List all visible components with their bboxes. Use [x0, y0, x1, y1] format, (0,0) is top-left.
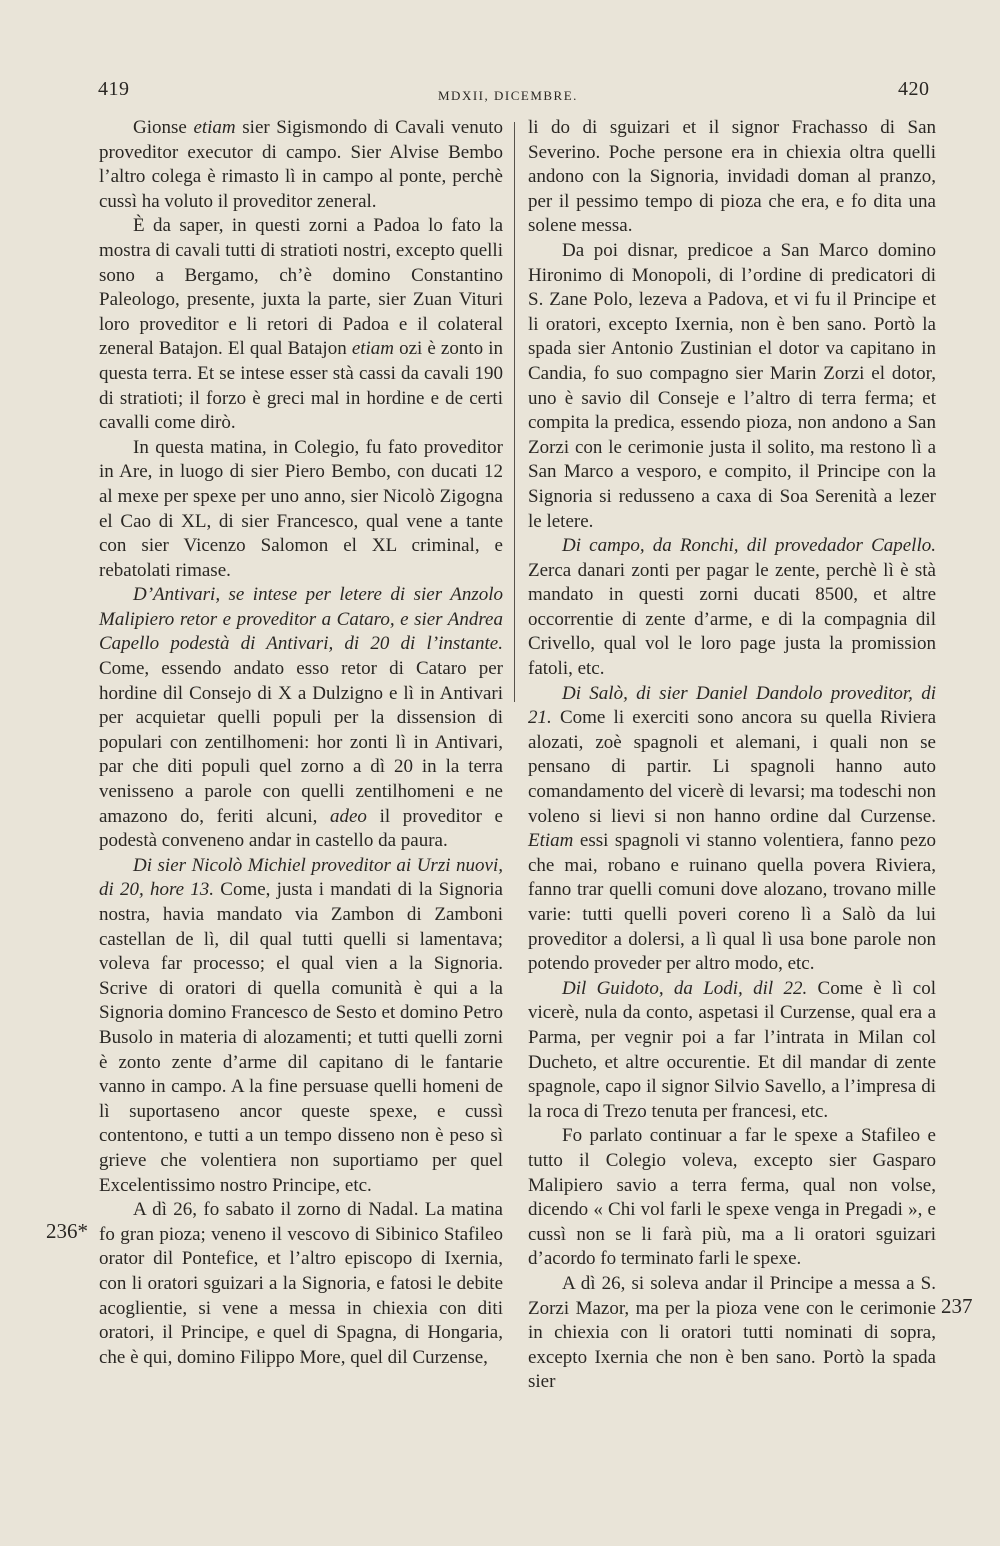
paragraph: Fo parlato continuar a far le spexe a Stafileo e tutto il Colegio voleva, excepto sier Gasparo Malipiero savio a terra ferma, qual non volse, dicendo « Chi vol farli le spexe venga in Pregadi », e cussì non se li farà più, ma a li oratori sguizari d’acordo fo terminato farli le spexe. [528, 1125, 936, 1270]
paragraph: Di campo, da Ronchi, dil provedador Capello. Zerca danari zonti per pagar le zente, perchè lì è stà mandato in questi zorni ducati 8500, et altre occorrentie di zente d’arme, e di la compagnia dil Crivello, qual vol le loro page justa la promission fatoli, etc. [528, 535, 936, 680]
running-head: MDXII, DICEMBRE. [438, 88, 578, 103]
margin-note-left: 236* [46, 1219, 88, 1243]
paragraph: li do di sguizari et il signor Frachasso di San Severino. Poche persone era in chiexia oltra quelli andono con la Signoria, invidadi doman al pranzo, per il pessimo tempo di pioza che era, e fo dita una solene messa. [528, 117, 936, 237]
paragraph: Da poi disnar, predicoe a San Marco domino Hironimo di Monopoli, di l’ordine di predicatori di S. Zane Polo, lezeva a Padova, et vi fu il Principe et li oratori, excepto Ixernia, non è ben sano. Portò la spada sier Antonio Zustinian el dotor va capitano in Candia, fo suo compagno sier Marin Zorzi el dotor, uno è savio dil Conseje e l’altro di terra ferma; et compita la predica, essendo pioza, non andono a San Zorzi con le cerimonie justa il solito, ma restono lì a San Marco a vesporo, e compito, il Principe con la Signoria si redusseno a caxa di Soa Serenità a lezer le letere. [528, 239, 936, 532]
page-number-left: 419 [98, 78, 130, 100]
paragraph: È da saper, in questi zorni a Padoa lo fato la mostra di cavali tutti di stratioti nostri, excepto quelli sono a Bergamo, ch’è domino Constantino Paleologo, presente, juxta la parte, sier Zuan Vituri loro proveditor e li retori di Padoa e il colateral zeneral Batajon. El qual Batajon etiam ozi è zonto in questa terra. Et se intese esser stà cassi da cavali 190 di stratioti; il forzo è greci mal in hordine e de certi cavalli come dirò. [99, 215, 504, 434]
column-divider [514, 122, 515, 702]
paragraph: In questa matina, in Colegio, fu fato proveditor in Are, in luogo di sier Piero Bembo, con ducati 12 al mexe per spexe per uno anno, sier Nicolò Zigogna el Cao di XL, di sier Francesco, qual vene a tante con sier Vicenzo Salomon el XL criminal, e rebatolati rimase. [99, 436, 503, 581]
paragraph: A dì 26, fo sabato il zorno di Nadal. La matina fo gran pioza; veneno il vescovo di Sibinico Stafileo orator dil Pontefice, et l’altro episcopo di Ixernia, con li oratori sguizari a la Signoria, e fatosi le debite acoglientie, si vene a messa in chiexia con diti oratori, il Principe, e quel di Spagna, di Hongaria, che è qui, domino Filippo More, quel dil Curzense, [99, 1199, 503, 1368]
paragraph: Di Salò, di sier Daniel Dandolo proveditor, di 21. Come li exerciti sono ancora su quella Riviera alozati, zoè spagnoli et alemani, i quali non se pensano di partir. Li spagnoli hanno auto comandamento del vicerè di levarsi; ma todeschi non voleno si lievi si non hanno ordine dal Curzense. Etiam essi spagnoli vi stanno volentiera, fanno pezo che mai, robano e ruinano quella povera Riviera, fanno trar quelli comuni dove alozano, trovano mille varie: tutti quelli poveri coreno lì a Salò da lui proveditor a dolersi, a lì qual lì usa bone parole non potendo proveder per altro modo, etc. [528, 682, 937, 975]
paragraph: Dil Guidoto, da Lodi, dil 22. Come è lì col vicerè, nula da conto, aspetasi il Curzense, qual era a Parma, per vegnir poi a far l’intrata in Milan col Ducheto, et altre occurentie. Et dil mandar di zente spagnole, capo il signor Silvio Savello, a l’impresa di la roca di Trezo tenuta per francesi, etc. [528, 977, 937, 1122]
page-number-right: 420 [898, 78, 930, 100]
paragraph: Gionse etiam sier Sigismondo di Cavali venuto proveditor executor di campo. Sier Alvise Bembo l’altro colega è rimasto lì in campo al ponte, perchè cussì ha voluto il proveditor zeneral. [99, 117, 504, 212]
paragraph: D’Antivari, se intese per letere di sier Anzolo Malipiero retor e proveditor a Cataro, e sier Andrea Capello podestà di Antivari, di 20 di l’instante. Come, essendo andato esso retor di Cataro per hordine dil Consejo di X a Dulzigno e lì in Antivari per acquietar quelli populi per la dissension di populari con zentilhomeni: hor zonti lì in Antivari, par che diti populi quel zorno a dì 20 in la terra venisseno a parole con quelli zentilhomeni e ne amazono do, feriti alcuni, adeo il proveditor e podestà conveneno andar in castello da paura. [99, 584, 503, 852]
left-column [99, 116, 503, 1370]
paragraph: A dì 26, si soleva andar il Principe a messa a S. Zorzi Mazor, ma per la pioza vene con le cerimonie in chiexia con li oratori tutti nominati di sopra, excepto Ixernia che non è ben sano. Portò la spada sier [528, 1272, 936, 1393]
paragraph: Di sier Nicolò Michiel proveditor ai Urzi nuovi, di 20, hore 13. Come, justa i mandati di la Signoria nostra, havia mandato via Zambon di Zamboni castellan de lì, dil qual tutti quelli si lamentava; voleva far processo; el qual vien a la Signoria. Scrive di oratori di quella comunità è qui a la Signoria domino Francesco de Sesto et domino Petro Busolo in materia di alozamenti; et tutti quelli zorni è zonto zente d’arme dil capitano di le fantarie vanno in campo. A la fine persuase quelli homeni de lì suportaseno ancor queste spexe, e cussì contentono, e tutti a un tempo disseno non è peso sì grieve che volentiera non suportiamo per quel Excelentissimo nostro Principe, etc. [99, 854, 503, 1196]
right-column [528, 116, 936, 1395]
margin-note-right: 237 [941, 1294, 973, 1318]
